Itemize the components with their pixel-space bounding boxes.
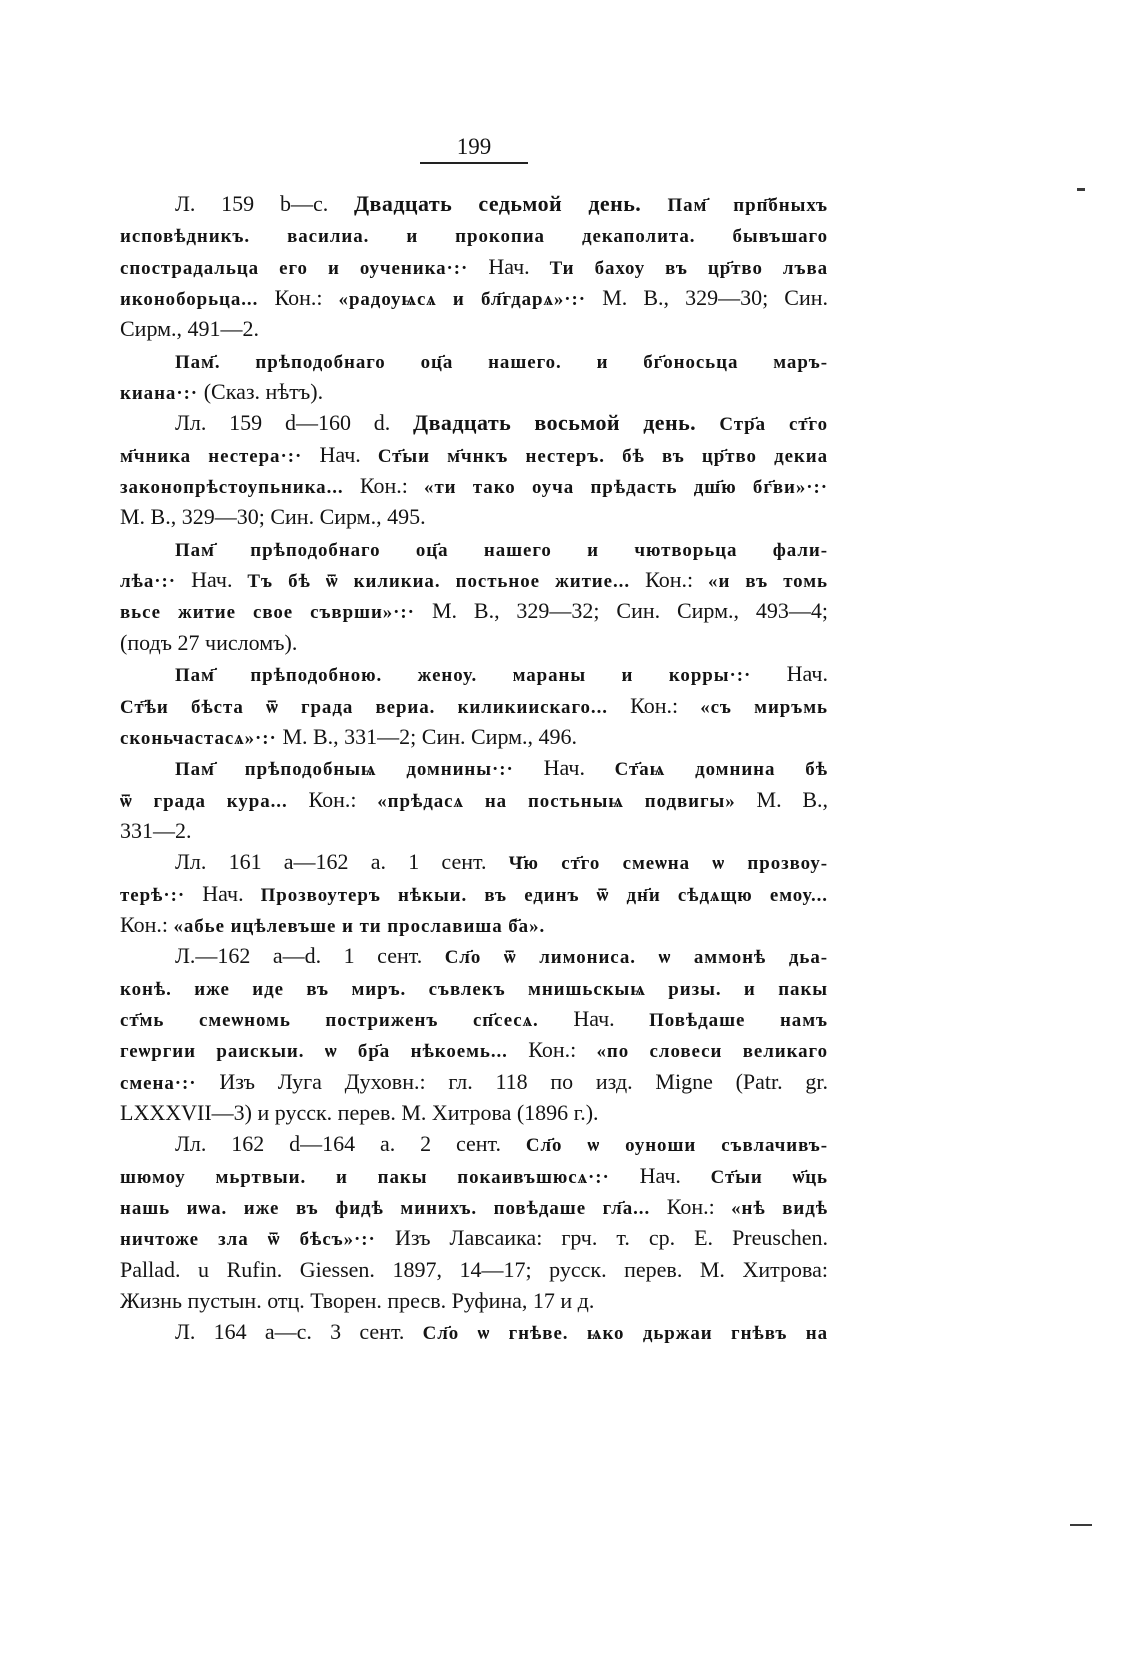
russian-text: М. В., 329—30; Син. Сирм., 495. (120, 504, 426, 530)
russian-text: Л. 164 а—с. 3 сент. (175, 1319, 423, 1345)
slavonic-text: Прозвоутеръ нѣкыи. въ единъ ѿ дн҃и сѣдѧщю емоу... (260, 884, 828, 906)
russian-text: М. В., 329—32; Син. Сирм., 493—4; (431, 598, 828, 624)
slavonic-text: Пам҃. прѣподобнаго оц҃а нашего. и бг҃оносьца маръ- (175, 351, 828, 373)
slavonic-text: лѣа·:· (120, 571, 192, 593)
text-line (120, 470, 828, 501)
slavonic-text: конѣ. иже иде въ миръ. съвлекъ мнишьскыѩ ризы. и пакы (120, 978, 828, 1000)
slavonic-text: Пам҃ прѣподобныѩ домнины·:· (175, 759, 544, 781)
russian-text: Лл. 162 d—164 а. 2 сент. (175, 1131, 526, 1157)
russian-text: Кон.: (308, 786, 378, 812)
russian-text: Нач. (191, 567, 248, 593)
slavonic-text: Сл҃о ѿ лимониса. ѡ аммонѣ дьа- (444, 947, 828, 969)
paragraph (120, 1128, 828, 1316)
slavonic-text: исповѣдникъ. василиа. и прокопиа декаполита. бывъшаго (120, 226, 828, 248)
text-line (120, 219, 828, 250)
slavonic-text: законопрѣстоупьника... (120, 477, 360, 499)
slavonic-text: Тъ бѣ ѿ киликиа. постьное житие... (247, 571, 646, 593)
text-line (120, 564, 828, 595)
slavonic-text: Пам҃ прѣподобною. женоу. мараны и корры·:· (175, 665, 787, 687)
paragraph (120, 940, 828, 1128)
slavonic-text: Сл҃о ѡ гнѣве. ѩко дьржаи гнѣвъ на (422, 1323, 828, 1345)
text-line (120, 251, 828, 282)
text-line (120, 188, 828, 219)
slavonic-text: ст҃мь смеѡномь постриженъ сп҃сесѧ. (120, 1009, 574, 1031)
text-line (120, 846, 828, 877)
slavonic-text: иконоборьца... (120, 289, 275, 311)
text-line (120, 376, 828, 407)
russian-text: Кон.: (274, 285, 339, 311)
paragraph (120, 658, 828, 752)
text-line (120, 1066, 828, 1097)
slavonic-text: спострадальца его и оученика·:· (120, 257, 489, 279)
text-line (120, 533, 828, 564)
slavonic-text: вьсе житие свое съврши»·:· (120, 602, 432, 624)
russian-text: Двадцать восьмой день. (413, 410, 720, 436)
text-line (120, 1285, 828, 1316)
russian-text: Кон.: (666, 1194, 732, 1219)
text-column (120, 188, 828, 1348)
slavonic-text: «абье ицѣлевъше и ти прославиша б҃а». (173, 915, 546, 937)
russian-text: Кон.: (630, 692, 701, 718)
slavonic-text: Ст҃аѩ домнина бѣ (614, 759, 828, 781)
text-line (120, 1097, 828, 1128)
text-line (120, 627, 828, 658)
russian-text: Нач. (319, 441, 378, 467)
russian-text: Двадцать седьмой день. (353, 191, 668, 216)
text-line (120, 972, 828, 1003)
paragraph (120, 533, 828, 658)
text-line (120, 1191, 828, 1222)
russian-text: Лл. 161 а—162 а. 1 сент. (175, 849, 509, 875)
russian-text: Кон.: (528, 1037, 597, 1063)
russian-text: Нач. (639, 1162, 711, 1188)
slavonic-text: нашь иѡа. иже въ фидѣ минихъ. повѣдаше гл҃а... (120, 1198, 667, 1219)
slavonic-text: Сл҃о ѡ оуноши съвлачивъ- (525, 1135, 828, 1157)
russian-text: (подъ 27 числомъ). (120, 629, 298, 655)
slavonic-text: Пам҃ прп҃бныхъ (667, 195, 828, 216)
text-line (120, 501, 828, 532)
slavonic-text: сконьчастасѧ»·:· (120, 727, 283, 749)
text-line (120, 1003, 828, 1034)
paragraph (120, 407, 828, 532)
russian-text: Лл. 159 d—160 d. (175, 410, 413, 436)
text-line (120, 1222, 828, 1253)
page-number-rule (420, 162, 528, 164)
slavonic-text: Ст҃ыи м҃чнкъ нестеръ. бѣ въ цр҃тво декиа (377, 445, 829, 467)
slavonic-text: «съ миръмь (700, 696, 828, 718)
text-line (120, 940, 828, 971)
russian-text: М. В., 329—30; Син. (602, 285, 828, 311)
slavonic-text: «по словеси великаго (596, 1041, 828, 1063)
text-line (120, 690, 828, 721)
russian-text: Сирм., 491—2. (120, 316, 260, 342)
text-line (120, 407, 828, 438)
slavonic-text: терѣ·:· (120, 884, 203, 906)
russian-text: Жизнь пустын. отц. Творен. пресв. Руфина, 17 и д. (120, 1288, 595, 1314)
slavonic-text: Ти бахоу въ цр҃тво лъва (549, 257, 828, 279)
russian-text: LXXXVII—3) и русск. перев. М. Хитрова (1896 г.). (120, 1099, 599, 1125)
text-line (120, 1128, 828, 1159)
slavonic-text: Ст҃ѣи бѣста ѿ града вериа. киликиискаго... (120, 696, 631, 718)
slavonic-text: киана·:· (120, 383, 204, 405)
slavonic-text: «прѣдасѧ на постьныѩ подвигы» (377, 790, 757, 812)
russian-text: Нач. (786, 661, 828, 687)
text-line (120, 1034, 828, 1065)
slavonic-text: «и въ томь (708, 571, 828, 593)
text-line (120, 439, 828, 470)
slavonic-text: «ти тако оуча прѣдасть дш҃ю бг҃ви»·:· (424, 477, 828, 499)
slavonic-text: Ч҃ю ст҃го смеѡна ѡ прозвоу- (508, 853, 828, 875)
slavonic-text: «нѣ видѣ (731, 1198, 829, 1219)
russian-text: Кон.: (120, 911, 174, 937)
paragraph (120, 1316, 828, 1347)
text-line (120, 313, 828, 344)
russian-text: Кон.: (645, 567, 709, 593)
text-line (120, 658, 828, 689)
text-line (120, 1160, 828, 1191)
russian-text: Л.—162 а—d. 1 сент. (175, 943, 445, 969)
text-line (120, 815, 828, 846)
text-line (120, 721, 828, 752)
russian-text: Нач. (202, 880, 261, 906)
russian-text: Л. 159 b—c. (175, 191, 354, 216)
russian-text: М. В., 331—2; Син. Сирм., 496. (282, 723, 578, 749)
slavonic-text: Ст҃ыи ѡ҃ць (710, 1166, 829, 1188)
russian-text: Нач. (573, 1005, 650, 1031)
text-line (120, 784, 828, 815)
text-line (120, 909, 828, 940)
slavonic-text: Пам҃ прѣподобнаго оц҃а нашего и чютворьца фали- (175, 539, 828, 561)
paragraph (120, 846, 828, 940)
slavonic-text: смена·:· (120, 1072, 220, 1094)
text-line (120, 345, 828, 376)
russian-text: М. В., (756, 786, 828, 812)
slavonic-text: геѡргии раискыи. ѡ бр҃а нѣкоемь... (120, 1041, 529, 1063)
slavonic-text: шюмоу мьртвыи. и пакы покаивъшюсѧ·:· (120, 1166, 640, 1188)
slavonic-text: ѿ града кура... (120, 790, 309, 812)
text-line (120, 282, 828, 313)
text-line (120, 1316, 828, 1347)
paragraph (120, 752, 828, 846)
russian-text: 331—2. (120, 817, 192, 843)
page-number: 199 (456, 134, 492, 159)
slavonic-text: «радоуѩсѧ и бл҃гдарѧ»·:· (338, 289, 603, 311)
russian-text: Нач. (543, 755, 615, 781)
slavonic-text: Стр҃а ст҃го (719, 414, 828, 436)
slavonic-text: Повѣдаше намъ (649, 1009, 828, 1031)
russian-text: Нач. (488, 253, 550, 279)
text-line (120, 595, 828, 626)
paragraph (120, 188, 828, 345)
slavonic-text: ничтоже зла ѿ бѣсъ»·:· (120, 1229, 395, 1251)
russian-text: Pallad. u Rufin. Giessen. 1897, 14—17; русск. перев. М. Хитрова: (120, 1256, 828, 1282)
text-line (120, 752, 828, 783)
paragraph (120, 345, 828, 408)
russian-text: (Сказ. нѣтъ). (203, 379, 324, 405)
slavonic-text: м҃чника нестера·:· (120, 445, 320, 467)
scan-artifact (1077, 188, 1085, 191)
text-line (120, 878, 828, 909)
text-line (120, 1254, 828, 1285)
russian-text: Кон.: (359, 473, 425, 499)
scan-artifact (1070, 1524, 1092, 1526)
russian-text: Изъ Луга Духовн.: гл. 118 по изд. Migne (Patr. gr. (219, 1068, 828, 1094)
russian-text: Изъ Лавсаика: грч. т. ср. E. Preuschen. (394, 1225, 828, 1251)
